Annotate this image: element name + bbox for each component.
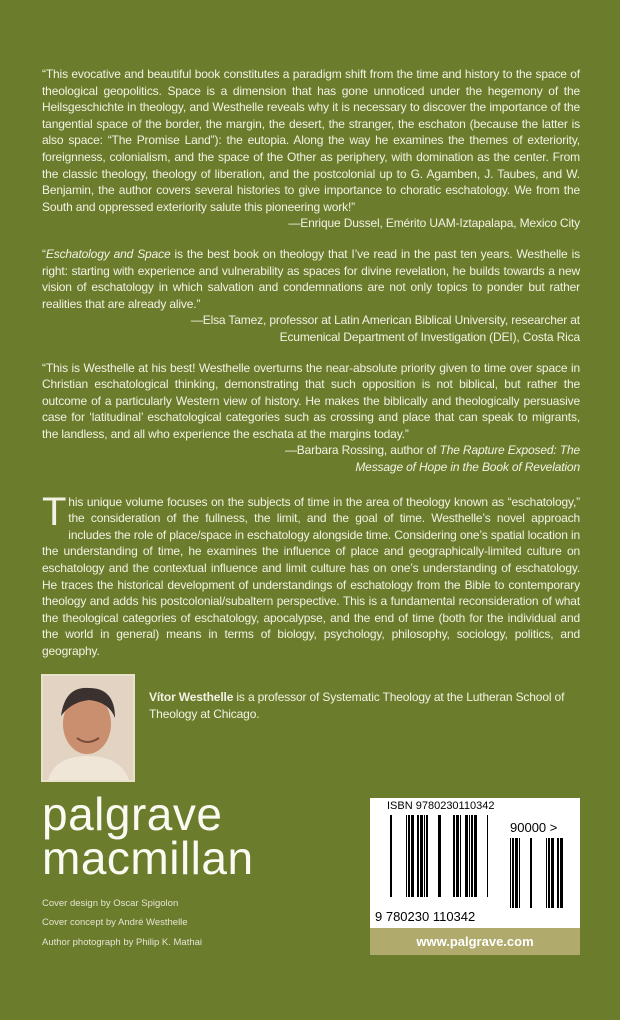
author-name: Vítor Westhelle — [149, 689, 234, 704]
endorsement-tamez: “Eschatology and Space is the best book on theology that I’ve read in the past ten years. Westhelle is right: starting with experience and vulnerability as spaces for divine revelation, he builds towards a new vision of eschatology in which salvation and condemnations are not only topics to ponder but rather realities that are already alive.” —Elsa Tamez, professor at Latin American Biblical University, researcher at Ecumenical Department of Investigation (DEI), Costa Rica — [42, 246, 580, 344]
credit-cover-concept: Cover concept by André Westhelle — [42, 917, 188, 929]
book-description — [42, 489, 580, 660]
author-section — [42, 674, 580, 782]
author-photo — [41, 674, 135, 782]
bar — [471, 815, 473, 897]
barcode-number: 9 780230 110342 — [375, 908, 476, 924]
bar — [390, 815, 392, 897]
credit-photo: Author photograph by Philip K. Mathai — [42, 936, 203, 948]
bar — [548, 838, 550, 908]
addon-bars — [506, 838, 564, 908]
bar — [465, 815, 468, 897]
bar — [420, 815, 423, 897]
bar — [510, 838, 511, 908]
quote-text: “This is Westhelle at his best! Westhelle overturns the near-absolute priority given to time over space in Christian eschatological thinking, demonstrating that such opposition is not biblical, but rather the outcome of a particularly Western view of history. He makes the biblically and theologically persuasive case for ‘latitudinal’ eschatological categories such as crossing and place that can speak to migrants, the landless, and all who experience the eschata at the margins today.” — [42, 360, 580, 441]
bar — [560, 838, 563, 908]
bar — [417, 815, 419, 897]
publisher-url[interactable]: www.palgrave.com — [370, 928, 580, 955]
credits — [42, 894, 254, 953]
bar — [557, 838, 559, 908]
author-bio — [149, 689, 580, 723]
bar — [546, 838, 547, 908]
bar — [460, 815, 461, 897]
bar — [453, 815, 455, 897]
bar — [424, 815, 425, 897]
description-text: his unique volume focuses on the subjects of time in the area of theology known as “eschatology,” the consideration of the fullness, the limit, and the goal of time. Westhelle’s novel approach includes the role of place/space in eschatology alongside time. Considering one’s spatial location in the understanding of time, he examines the influence of place and geographically-limited culture on eschatology and the contextual influence and limit culture has on one’s understanding of eschatology. He traces the historical development of understandings of eschatology from the Bible to contemporary theology and adds his postcolonial/subaltern perspective. This is a fundamental reconsideration of what the theological categories of eschatology, apocalypse, and the end of time (both for the individual and the world in general) means in terms of biology, psychology, philosophy, sociology, politics, and geography. — [42, 494, 580, 658]
price-addon: 90000 > — [510, 819, 558, 835]
attribution-book-title: The Rapture Exposed: The Message of Hope in the Book of Revelation — [355, 443, 580, 475]
endorsement-rossing — [42, 360, 580, 476]
bar — [438, 815, 441, 897]
author-bio-text: is a professor of Systematic Theology at the Lutheran School of Theology at Chicago. — [149, 689, 565, 721]
bar — [469, 815, 470, 897]
bar — [487, 815, 488, 897]
bar — [530, 838, 532, 908]
bar — [456, 815, 459, 897]
book-title: Eschatology and Space — [45, 246, 171, 261]
publisher-block — [42, 787, 254, 953]
quote-attribution: —Barbara Rossing, author of — [284, 443, 440, 458]
bar — [551, 838, 554, 908]
credit-cover-design: Cover design by Oscar Spigolon — [42, 897, 179, 909]
publisher-logo — [42, 787, 254, 884]
bar — [512, 838, 514, 908]
endorsement-dussel — [42, 66, 580, 232]
quote-attribution: —Elsa Tamez, professor at Latin American Biblical University, researcher at Ecumenical Department of Investigation (DEI), Costa Rica — [190, 313, 580, 344]
isbn-barcode — [370, 798, 580, 955]
bar — [411, 815, 414, 897]
logo-line2: macmillan — [42, 831, 254, 884]
bar — [426, 815, 428, 897]
bar — [408, 815, 410, 897]
drop-cap: T — [42, 489, 67, 534]
bar — [519, 838, 520, 908]
isbn-label: ISBN 9780230110342 — [387, 799, 495, 812]
footer-section — [42, 787, 580, 955]
barcode-bars — [384, 815, 496, 897]
bar — [474, 815, 477, 897]
quote-attribution: —Enrique Dussel, Emérito UAM-Iztapalapa, Mexico City — [288, 216, 580, 231]
back-cover-content — [42, 66, 580, 955]
bar — [406, 815, 407, 897]
logo-line1: palgrave — [42, 787, 223, 840]
quote-text: is the best book on theology that I’ve read in the past ten years. Westhelle is right: starting with experience and vulnerability as spaces for divine revelation, he builds towards a new vision of eschatology in which salvation and condemnations are not only topics to ponder but rather realities that are already alive.” — [42, 246, 580, 311]
bar — [515, 838, 518, 908]
quote-text: “This evocative and beautiful book constitutes a paradigm shift from the time and history to the space of theological geopolitics. Space is a dimension that has gone unnoticed under the hegemony of the Heilsgeschichte in theology, and Westhelle reveals why it is necessary to discover the importance of the tangential space of the border, the margin, the desert, the stranger, the eschaton (because the latter is also space: “The Promise Land”): the eutopia. Along the way he examines the themes of exteriority, foreignness, colonialism, and the space of the Other as periphery, with domination as the center. From the classic theology, theology of liberation, and the postcolonial up to G. Agamben, J. Taubes, and W. Benjamin, the author covers several histories to give importance to choratic eschatology. We from the South and oppressed exteriority salute this pioneering work!” — [42, 67, 580, 214]
